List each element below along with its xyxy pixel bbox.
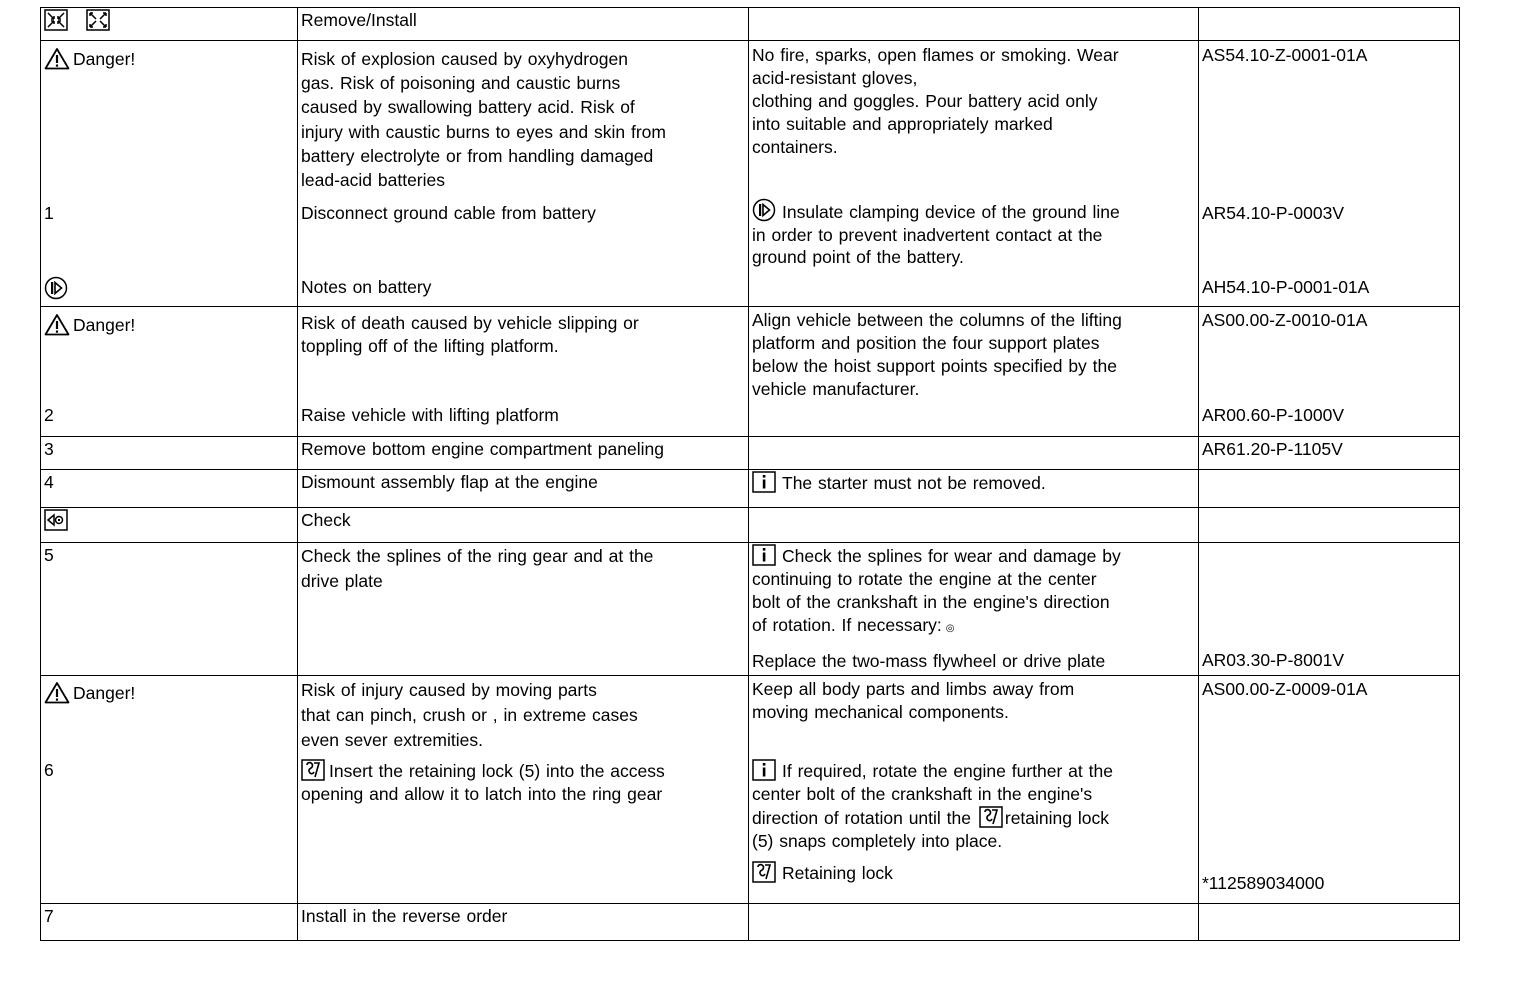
note-icon [44, 276, 68, 300]
reference-code[interactable]: AR03.30-P-8001V [1199, 543, 1460, 676]
step-row-3 [41, 437, 1460, 470]
step-action: Dismount assembly flap at the engine [298, 470, 749, 508]
reference-code[interactable]: AR61.20-P-1105V [1199, 437, 1460, 470]
danger-row-moving-parts [41, 676, 1460, 758]
safety-measure: Align vehicle between the columns of the lifting platform and position the four support plates below the hoist support points specified by the vehicle manufacturer. [749, 307, 1199, 404]
step-info: If required, rotate the engine further at the center bolt of the crankshaft in the engine's direction of rotation until the retaining lock (5) snaps completely into place. Retaining lock [749, 757, 1199, 904]
step-action: Insert the retaining lock (5) into the access opening and allow it to latch into the ring gear [298, 757, 749, 904]
reference-code[interactable]: AS54.10-Z-0001-01A [1199, 41, 1460, 195]
warning-icon [44, 47, 70, 76]
reference-code[interactable]: AS00.00-Z-0010-01A [1199, 307, 1460, 404]
check-icon [44, 509, 68, 531]
step-row-6 [41, 757, 1460, 904]
safety-measure: Keep all body parts and limbs away from moving mechanical components. [749, 676, 1199, 758]
step-action: Disconnect ground cable from battery [298, 194, 749, 272]
special-tool-icon [979, 806, 1003, 828]
procedure-table [40, 7, 1460, 941]
hazard-text: Risk of injury caused by moving parts that can pinch, crush or , in extreme cases even sever extremities. [298, 676, 749, 758]
special-tool-icon [301, 759, 325, 781]
step-info: Check the splines for wear and damage by continuing to rotate the engine at the center bolt of the crankshaft in the engine's direction of rotation. If necessary: ◎ Replace the two-mass flywheel or drive plate [749, 543, 1199, 676]
tool-number[interactable]: *112589034000 [1199, 757, 1460, 904]
step-row-4 [41, 470, 1460, 508]
safety-measure: No fire, sparks, open flames or smoking. Wear acid-resistant gloves, clothing and goggles. Pour battery acid only into suitable and appropriately marked containers. [749, 41, 1199, 195]
reference-code[interactable]: AH54.10-P-0001-01A [1199, 272, 1460, 307]
step-number: 5 [41, 543, 298, 676]
danger-label: Danger! [73, 683, 136, 704]
reference-code[interactable]: AR00.60-P-1000V [1199, 403, 1460, 437]
step-number: 1 [41, 194, 298, 272]
step-number: 6 [41, 757, 298, 904]
step-action: Check the splines of the ring gear and at the drive plate [298, 543, 749, 676]
danger-label: Danger! [73, 315, 136, 336]
step-action: Remove bottom engine compartment paneling [298, 437, 749, 470]
header-icons-cell [41, 8, 298, 41]
special-tool-icon [752, 861, 776, 883]
remove-icon [44, 9, 68, 31]
danger-label: Danger! [73, 49, 136, 69]
step-action: Raise vehicle with lifting platform [298, 403, 749, 437]
check-action: Check [298, 508, 749, 543]
step-row-5 [41, 543, 1460, 676]
step-number: 4 [41, 470, 298, 508]
step-subaction: Replace the two-mass flywheel or drive plate [752, 651, 1106, 672]
info-icon [752, 544, 776, 566]
notes-action: Notes on battery [298, 272, 749, 307]
step-number: 3 [41, 437, 298, 470]
danger-row-lifting [41, 307, 1460, 404]
reference-code[interactable]: AR54.10-P-0003V [1199, 194, 1460, 272]
repair-link-icon[interactable]: ◎ [945, 623, 955, 635]
step-number: 7 [41, 904, 298, 941]
warning-icon [44, 313, 70, 342]
hazard-text: Risk of death caused by vehicle slipping or toppling off of the lifting platform. [298, 307, 749, 404]
warning-icon [44, 681, 70, 710]
step-row-7 [41, 904, 1460, 941]
danger-row-battery [41, 41, 1460, 195]
step-number: 2 [41, 403, 298, 437]
tool-label: Retaining lock [782, 863, 893, 884]
note-icon [752, 198, 776, 222]
check-row [41, 508, 1460, 543]
header-title: Remove/Install [298, 8, 749, 41]
step-row-2 [41, 403, 1460, 437]
install-icon [86, 9, 110, 31]
info-icon [752, 471, 776, 493]
step-action: Install in the reverse order [298, 904, 749, 941]
step-row-1 [41, 194, 1460, 272]
reference-code[interactable]: AS00.00-Z-0009-01A [1199, 676, 1460, 758]
hazard-text: Risk of explosion caused by oxyhydrogen gas. Risk of poisoning and caustic burns caused by swallowing battery acid. Risk of injury with caustic burns to eyes and skin from battery electrolyte or from handling damaged lead-acid batteries [298, 41, 749, 195]
step-note: Insulate clamping device of the ground line in order to prevent inadvertent contact at the ground point of the battery. [749, 194, 1199, 272]
step-info: The starter must not be removed. [749, 470, 1199, 508]
info-icon [752, 759, 776, 781]
notes-row [41, 272, 1460, 307]
header-row [41, 8, 1460, 41]
